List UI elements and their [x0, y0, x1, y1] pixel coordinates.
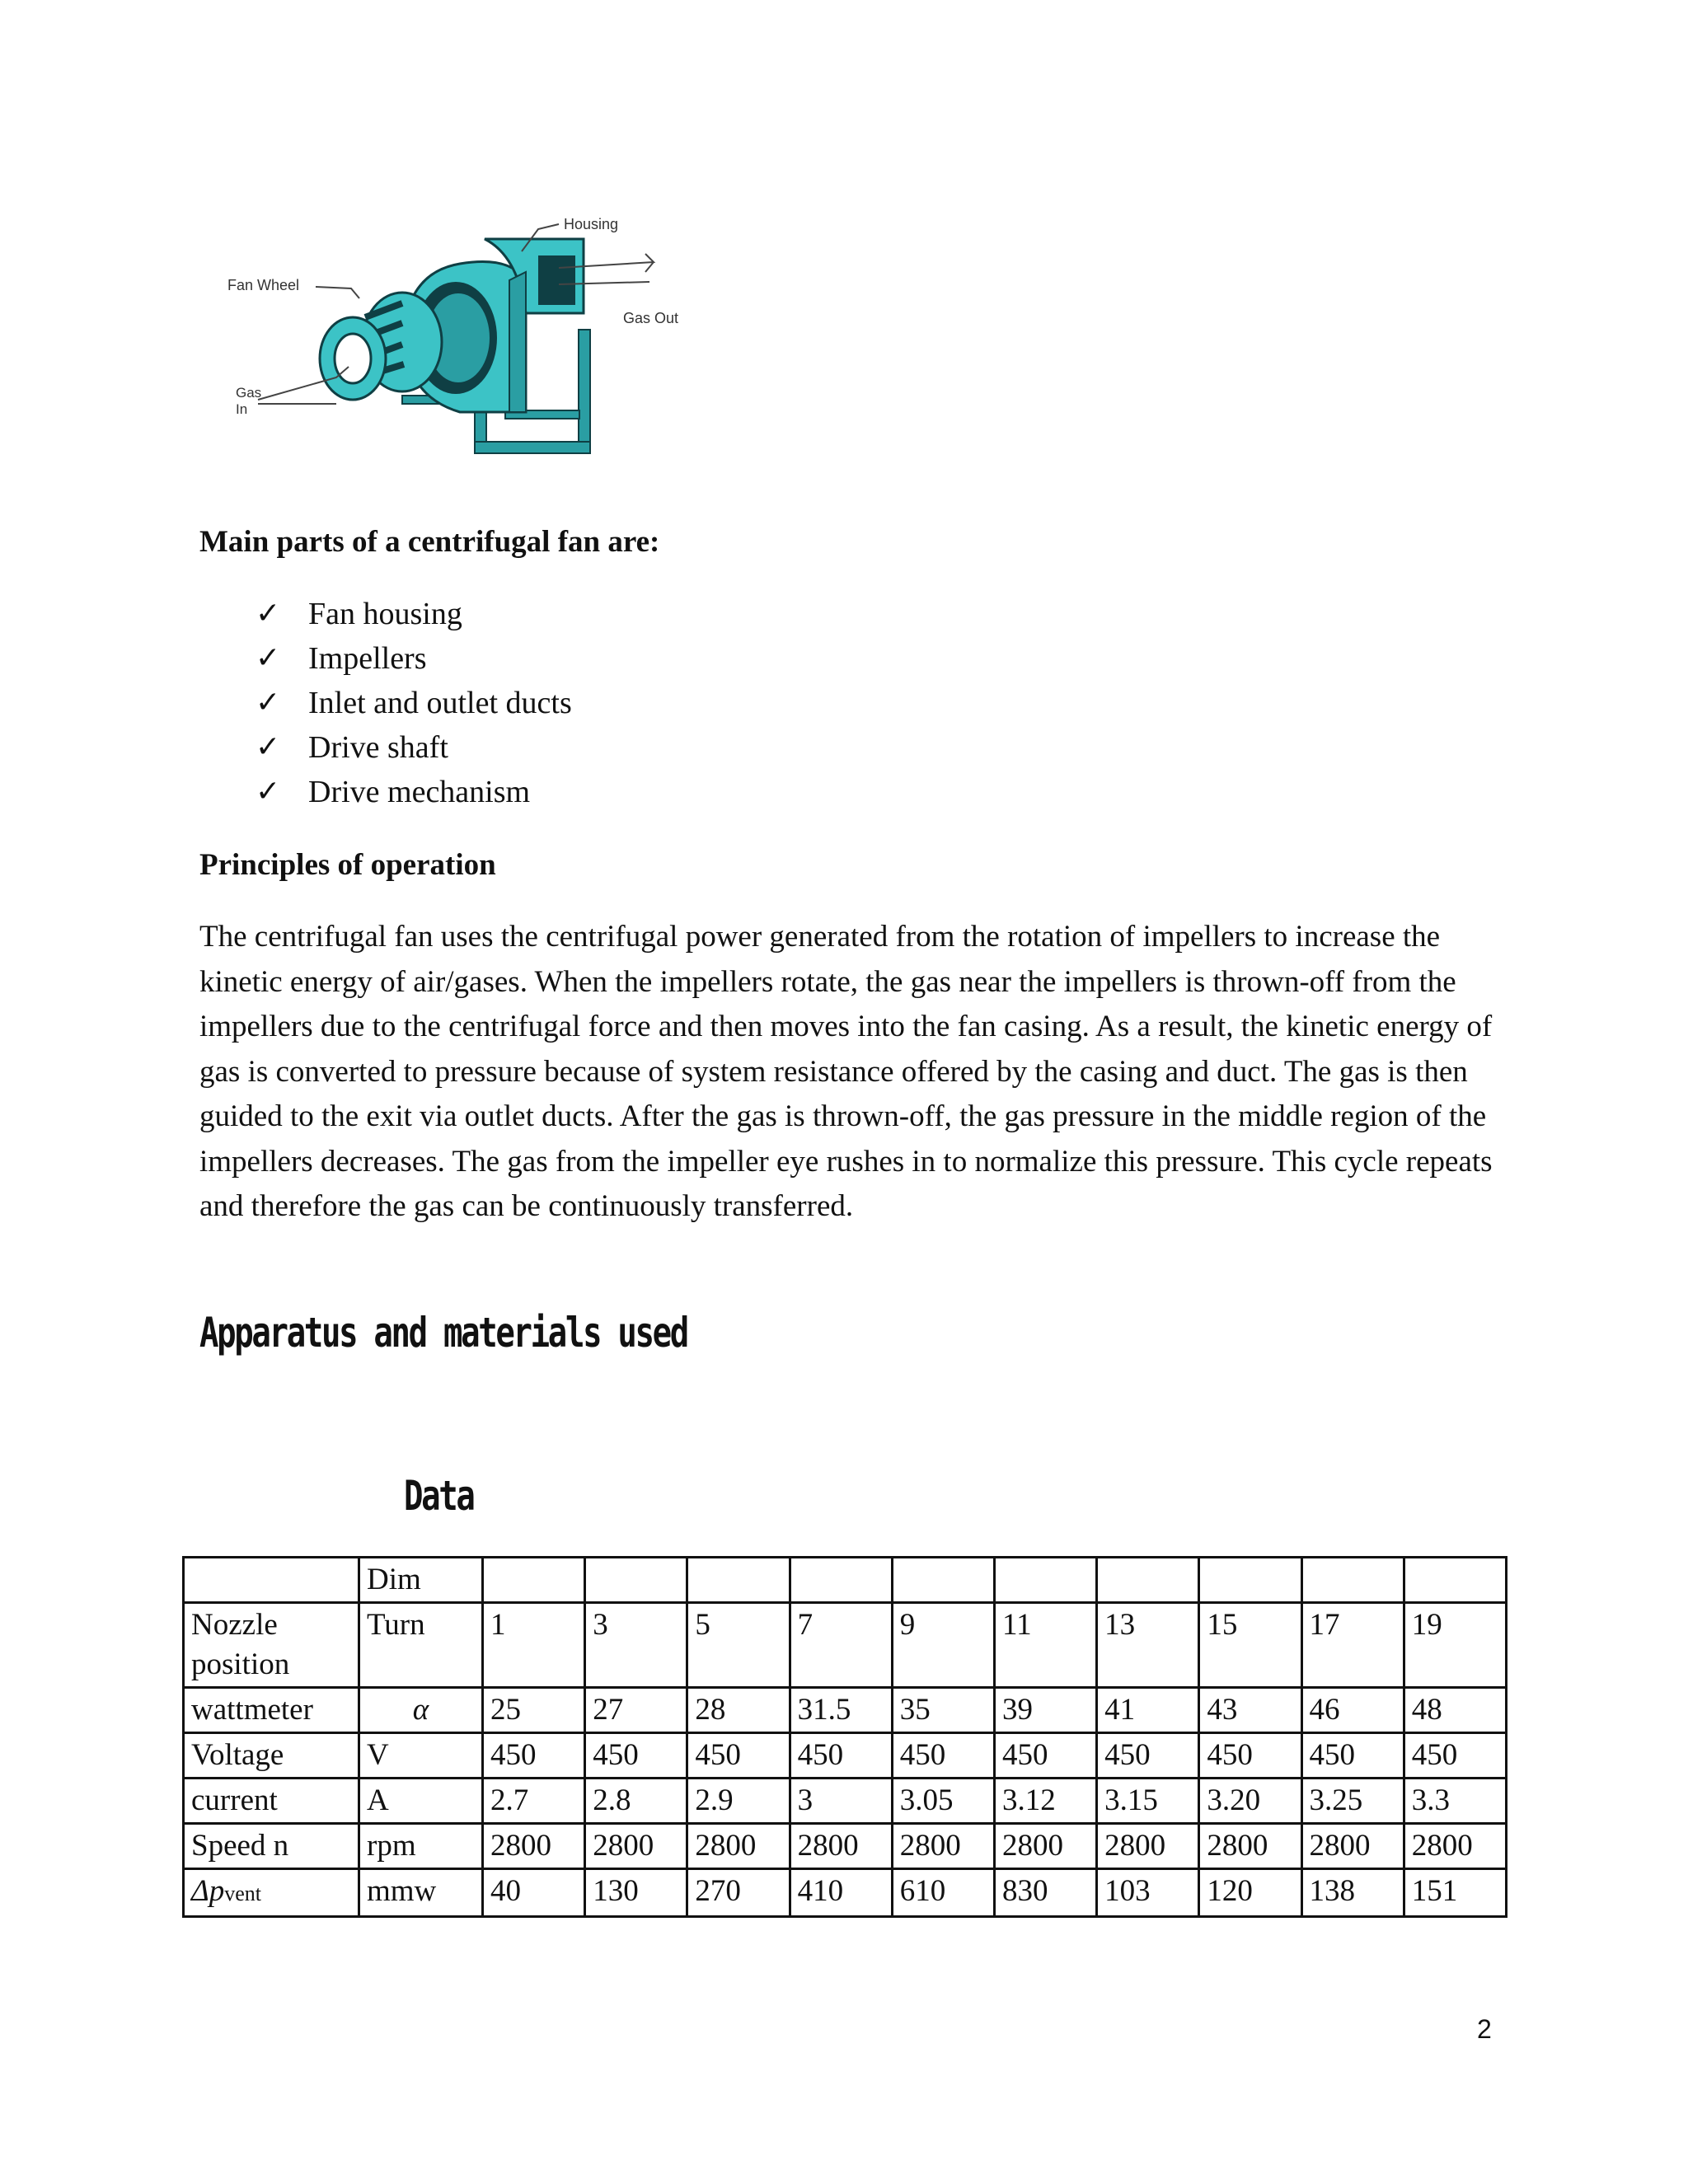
table-cell: 3.15	[1097, 1779, 1199, 1824]
table-cell: 450	[687, 1733, 790, 1779]
parts-heading: Main parts of a centrifugal fan are:	[199, 525, 660, 559]
label-housing: Housing	[564, 216, 619, 232]
table-cell: 138	[1301, 1869, 1404, 1917]
table-cell	[1301, 1558, 1404, 1603]
data-heading: Data	[404, 1472, 474, 1520]
check-icon: ✓	[256, 597, 281, 630]
table-cell: 3.25	[1301, 1779, 1404, 1824]
table-cell: 17	[1301, 1603, 1404, 1688]
table-cell: 450	[1097, 1733, 1199, 1779]
table-cell: 270	[687, 1869, 790, 1917]
table-cell	[1097, 1558, 1199, 1603]
table-cell	[892, 1558, 994, 1603]
table-row	[184, 1824, 1507, 1869]
table-cell: 15	[1199, 1603, 1301, 1688]
apparatus-heading: Apparatus and materials used	[199, 1309, 687, 1357]
table-cell: 3.3	[1404, 1779, 1506, 1824]
table-cell: 3	[790, 1779, 892, 1824]
table-cell-delta-p	[184, 1869, 359, 1917]
table-cell: 2800	[994, 1824, 1096, 1869]
list-item-label: Drive shaft	[308, 730, 448, 765]
table-cell: 450	[1404, 1733, 1506, 1779]
table-cell: 3.12	[994, 1779, 1096, 1824]
list-item	[256, 681, 572, 725]
list-item	[256, 725, 572, 770]
table-cell: 40	[483, 1869, 585, 1917]
table-cell: α	[359, 1688, 483, 1733]
table-cell	[1199, 1558, 1301, 1603]
table-cell: 35	[892, 1688, 994, 1733]
table-cell: 46	[1301, 1688, 1404, 1733]
table-cell: 9	[892, 1603, 994, 1688]
table-cell: 2.8	[585, 1779, 687, 1824]
table-cell: 410	[790, 1869, 892, 1917]
table-row	[184, 1869, 1507, 1917]
table-cell: 120	[1199, 1869, 1301, 1917]
table-cell: rpm	[359, 1824, 483, 1869]
table-cell: 2800	[790, 1824, 892, 1869]
centrifugal-fan-figure	[213, 206, 699, 478]
table-cell: 450	[1199, 1733, 1301, 1779]
table-cell	[790, 1558, 892, 1603]
table-cell: 2800	[1301, 1824, 1404, 1869]
table-cell: current	[184, 1779, 359, 1824]
table-cell: 2800	[1404, 1824, 1506, 1869]
table-row	[184, 1733, 1507, 1779]
page-number: 2	[1477, 2014, 1492, 2044]
table-cell: 450	[1301, 1733, 1404, 1779]
table-row	[184, 1688, 1507, 1733]
table-cell: 450	[790, 1733, 892, 1779]
delta-p-symbol: Δp	[191, 1874, 225, 1908]
label-fan-wheel: Fan Wheel	[227, 277, 300, 293]
check-icon: ✓	[256, 641, 281, 675]
table-cell: 130	[585, 1869, 687, 1917]
table-cell: 2800	[585, 1824, 687, 1869]
table-cell: V	[359, 1733, 483, 1779]
list-item	[256, 770, 572, 814]
table-row	[184, 1603, 1507, 1688]
table-cell: 41	[1097, 1688, 1199, 1733]
table-cell: 2.9	[687, 1779, 790, 1824]
table-cell: 48	[1404, 1688, 1506, 1733]
table-cell: 3	[585, 1603, 687, 1688]
check-icon: ✓	[256, 730, 281, 764]
table-cell: 2800	[1199, 1824, 1301, 1869]
table-cell: 11	[994, 1603, 1096, 1688]
table-row	[184, 1779, 1507, 1824]
table-cell: Dim	[359, 1558, 483, 1603]
table-cell: 2800	[892, 1824, 994, 1869]
table-cell: 1	[483, 1603, 585, 1688]
table-cell: Speed n	[184, 1824, 359, 1869]
data-table	[182, 1556, 1507, 1918]
table-cell: 2800	[1097, 1824, 1199, 1869]
parts-list	[256, 592, 572, 814]
table-cell: 25	[483, 1688, 585, 1733]
delta-p-subscript: vent	[224, 1882, 261, 1905]
table-cell: 43	[1199, 1688, 1301, 1733]
table-cell: 31.5	[790, 1688, 892, 1733]
table-cell: mmw	[359, 1869, 483, 1917]
table-cell: 450	[994, 1733, 1096, 1779]
table-cell: 2800	[687, 1824, 790, 1869]
check-icon: ✓	[256, 775, 281, 808]
table-cell: 610	[892, 1869, 994, 1917]
table-cell: 27	[585, 1688, 687, 1733]
table-cell	[994, 1558, 1096, 1603]
fan-wheel-shape	[320, 293, 442, 400]
principles-heading: Principles of operation	[199, 848, 496, 882]
table-cell: 7	[790, 1603, 892, 1688]
table-cell	[184, 1558, 359, 1603]
table-cell: Voltage	[184, 1733, 359, 1779]
table-cell: 450	[585, 1733, 687, 1779]
label-gas-in-line1: Gas	[236, 385, 262, 401]
table-cell	[1404, 1558, 1506, 1603]
table-cell	[585, 1558, 687, 1603]
table-cell: 3.05	[892, 1779, 994, 1824]
table-cell: 450	[892, 1733, 994, 1779]
table-cell: 2800	[483, 1824, 585, 1869]
table-cell: Turn	[359, 1603, 483, 1688]
table-row	[184, 1558, 1507, 1603]
label-gas-out: Gas Out	[623, 310, 679, 326]
list-item	[256, 592, 572, 636]
label-gas-in-line2: In	[236, 401, 248, 417]
table-cell: 19	[1404, 1603, 1506, 1688]
list-item-label: Fan housing	[308, 597, 462, 631]
table-cell: wattmeter	[184, 1688, 359, 1733]
list-item-label: Impellers	[308, 641, 427, 676]
table-cell: A	[359, 1779, 483, 1824]
table-cell: 39	[994, 1688, 1096, 1733]
principles-paragraph: The centrifugal fan uses the centrifugal power generated from the rotation of impellers to increase the kinetic energy of air/gases. When the impellers rotate, the gas near the impellers is thrown-off from the impellers due to the centrifugal force and then moves into the fan casing. As a result, the kinetic energy of gas is converted to pressure because of system resistance offered by the casing and duct. The gas is then guided to the exit via outlet ducts. After the gas is thrown-off, the gas pressure in the middle region of the impellers decreases. The gas from the impeller eye rushes in to normalize this pressure. This cycle repeats and therefore the gas can be continuously transferred.	[199, 920, 1493, 1223]
table-cell: 13	[1097, 1603, 1199, 1688]
table-cell	[483, 1558, 585, 1603]
table-cell: Nozzle position	[184, 1603, 359, 1688]
table-cell: 28	[687, 1688, 790, 1733]
table-cell: 450	[483, 1733, 585, 1779]
table-cell: 5	[687, 1603, 790, 1688]
table-cell: 151	[1404, 1869, 1506, 1917]
table-cell: 830	[994, 1869, 1096, 1917]
list-item-label: Drive mechanism	[308, 775, 531, 809]
table-cell: 3.20	[1199, 1779, 1301, 1824]
table-cell	[687, 1558, 790, 1603]
list-item	[256, 636, 572, 681]
list-item-label: Inlet and outlet ducts	[308, 686, 572, 720]
table-cell: 2.7	[483, 1779, 585, 1824]
table-cell: 103	[1097, 1869, 1199, 1917]
check-icon: ✓	[256, 686, 281, 719]
